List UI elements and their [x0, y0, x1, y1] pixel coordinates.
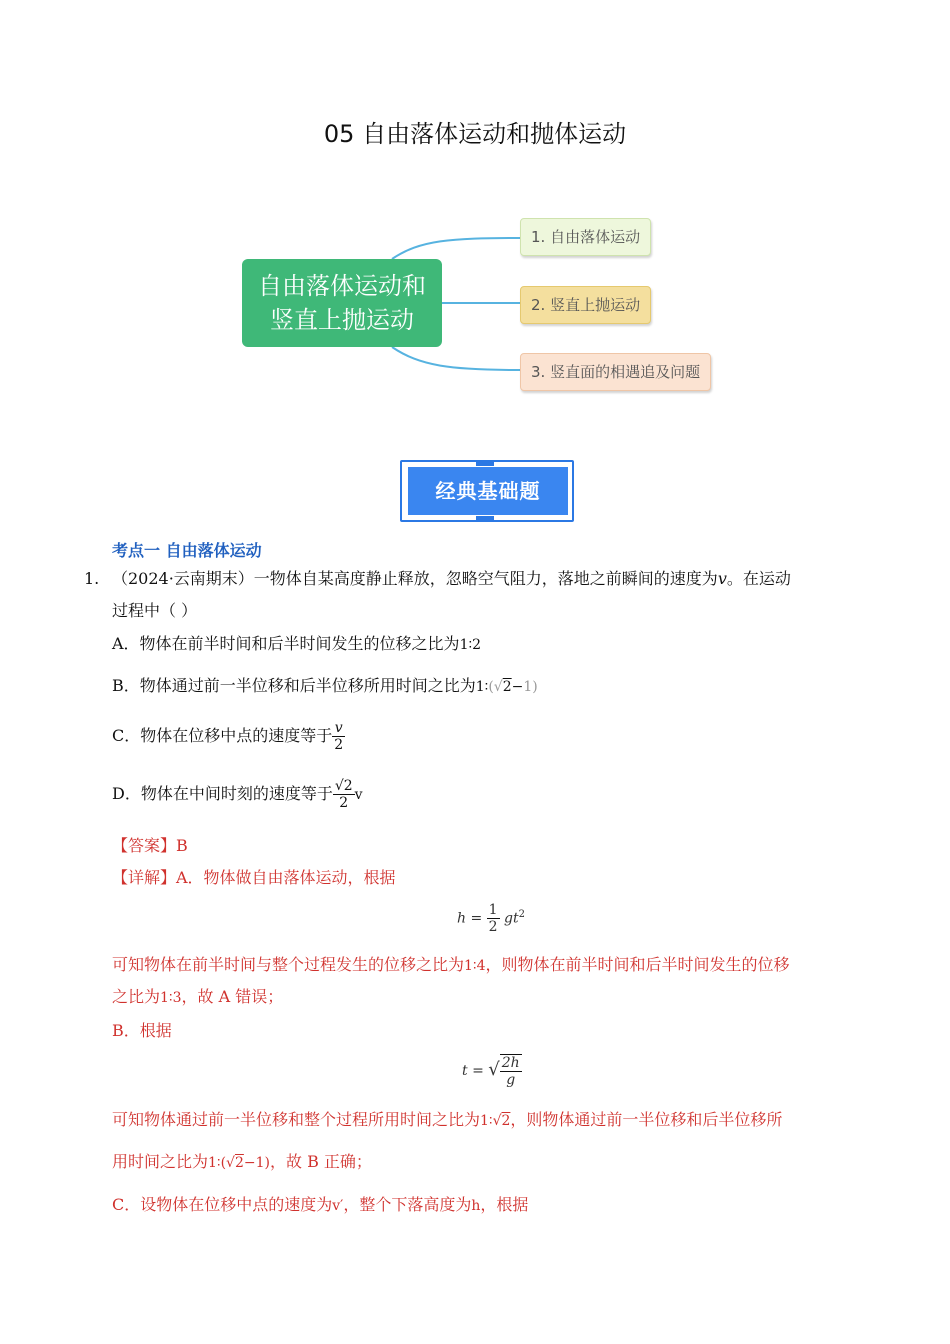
- a-line2: [112, 985, 283, 1010]
- section-badge: [400, 460, 576, 524]
- option-a-ratio: 1∶2: [459, 637, 482, 653]
- stem-end: 。在运动: [726, 569, 791, 588]
- option-a: [112, 632, 481, 657]
- option-d-text: D．物体在中间时刻的速度等于: [112, 784, 333, 803]
- eq1-num: 1: [488, 902, 498, 918]
- mindmap-root-line2: 竖直上抛运动: [270, 306, 414, 334]
- eq2-lhs: t =: [462, 1063, 484, 1079]
- b-line1: 可知物体通过前一半位移和整个过程所用时间之比为1∶√2，则物体通过前一半位移和后半位移所: [112, 1110, 783, 1129]
- option-d-v: v: [354, 787, 363, 803]
- option-c-den: 2: [334, 737, 344, 753]
- c-line: [112, 1193, 528, 1218]
- question-number: 1.: [84, 569, 100, 588]
- badge-tab-top: [476, 462, 494, 466]
- b-line2-text: 用时间之比为: [112, 1152, 209, 1171]
- mindmap-branch-3: 3. 竖直面的相遇追及问题: [520, 353, 711, 391]
- option-c: [112, 720, 345, 753]
- c-line-text: C．设物体在位移中点的速度为: [112, 1195, 333, 1214]
- equation-2: t = √ $\frac{2h}{g}$: [462, 1055, 520, 1088]
- option-d-fraction: [333, 778, 355, 811]
- eq2-num: 2h: [501, 1055, 520, 1071]
- question-stem-line1: [112, 567, 791, 591]
- question-stem-line2: 过程中（ ）: [112, 601, 198, 620]
- c-h: h: [471, 1198, 481, 1214]
- eq1-rhs: gt: [504, 910, 519, 927]
- eq1-den: 2: [488, 919, 498, 935]
- mindmap-root: [242, 259, 442, 347]
- option-b-ratio: 1∶: [475, 679, 489, 695]
- badge-label: 经典基础题: [408, 467, 568, 515]
- mindmap-branch-1: 1. 自由落体运动: [520, 218, 651, 256]
- c-vprime: v′: [332, 1198, 344, 1214]
- page-title: 05 自由落体运动和抛体运动: [323, 120, 627, 148]
- a-ratio1: 1∶4: [464, 958, 486, 974]
- a-line1-text: 可知物体在前半时间与整个过程发生的位移之比为: [112, 955, 465, 974]
- detail-label: 【详解】A．物体做自由落体运动，根据: [112, 868, 396, 887]
- a-line2-end: ，故 A 错误；: [181, 987, 284, 1006]
- a-line2-text: 之比为: [112, 987, 161, 1006]
- mindmap-connectors: [0, 0, 950, 420]
- b-sqrt2: 2: [234, 1155, 244, 1171]
- c-end: ，根据: [480, 1195, 529, 1214]
- mindmap-branch-2: 2. 竖直上抛运动: [520, 286, 651, 324]
- option-b-sqrt: 2: [502, 679, 512, 695]
- option-c-fraction: [332, 720, 345, 753]
- option-c-text: C．物体在位移中点的速度等于: [112, 726, 333, 745]
- eq1-fraction: [487, 902, 500, 935]
- eq2-den: g: [506, 1072, 516, 1088]
- option-a-text: A．物体在前半时间和后半时间发生的位移之比为: [112, 634, 460, 653]
- option-d-num: √2: [334, 778, 353, 794]
- stem-v: v: [717, 569, 727, 588]
- option-b-text: B．物体通过前一半位移和后半位移所用时间之比为: [112, 676, 476, 695]
- option-d-den: 2: [339, 795, 349, 811]
- b-line1-end: ，则物体通过前一半位移和后半位移所: [510, 1110, 783, 1129]
- equation-1: h = $\frac{1}{2}$ $gt^2$: [457, 902, 525, 935]
- b-label: B．根据: [112, 1021, 172, 1040]
- option-d: [112, 778, 363, 811]
- eq1-lhs: h =: [457, 910, 483, 927]
- eq2-fraction: [500, 1054, 522, 1088]
- b-line1-text: 可知物体通过前一半位移和整个过程所用时间之比为: [112, 1110, 481, 1129]
- b-sqrt1: 2: [501, 1113, 511, 1129]
- b-line2: 用时间之比为1∶(√2−1)，故 B 正确；: [112, 1152, 372, 1171]
- c-mid: ，整个下落高度为: [343, 1195, 472, 1214]
- b-ratio2: 1∶: [208, 1155, 221, 1171]
- b-ratio1: 1∶: [480, 1113, 493, 1129]
- b-tail2: −: [243, 1155, 256, 1171]
- option-b-tail: −: [511, 679, 524, 695]
- a-ratio2: 1∶3: [160, 990, 182, 1006]
- badge-tab-bottom: [476, 516, 494, 520]
- kaodian-heading: 考点一 自由落体运动: [112, 541, 262, 560]
- option-c-num: v: [332, 720, 345, 737]
- b-line2-end: ，故 B 正确；: [270, 1152, 372, 1171]
- answer-label: 【答案】B: [112, 836, 188, 855]
- option-b: B．物体通过前一半位移和后半位移所用时间之比为1∶(√2−1): [112, 676, 538, 695]
- a-line1: [112, 953, 790, 978]
- stem-text: （2024·云南期末）一物体自某高度静止释放，忽略空气阻力，落地之前瞬间的速度为: [112, 569, 718, 588]
- a-line1-end: ，则物体在前半时间和后半时间发生的位移: [485, 955, 790, 974]
- mindmap-root-line1: 自由落体运动和: [258, 272, 426, 300]
- connector-1: [392, 238, 520, 259]
- connector-3: [392, 347, 520, 370]
